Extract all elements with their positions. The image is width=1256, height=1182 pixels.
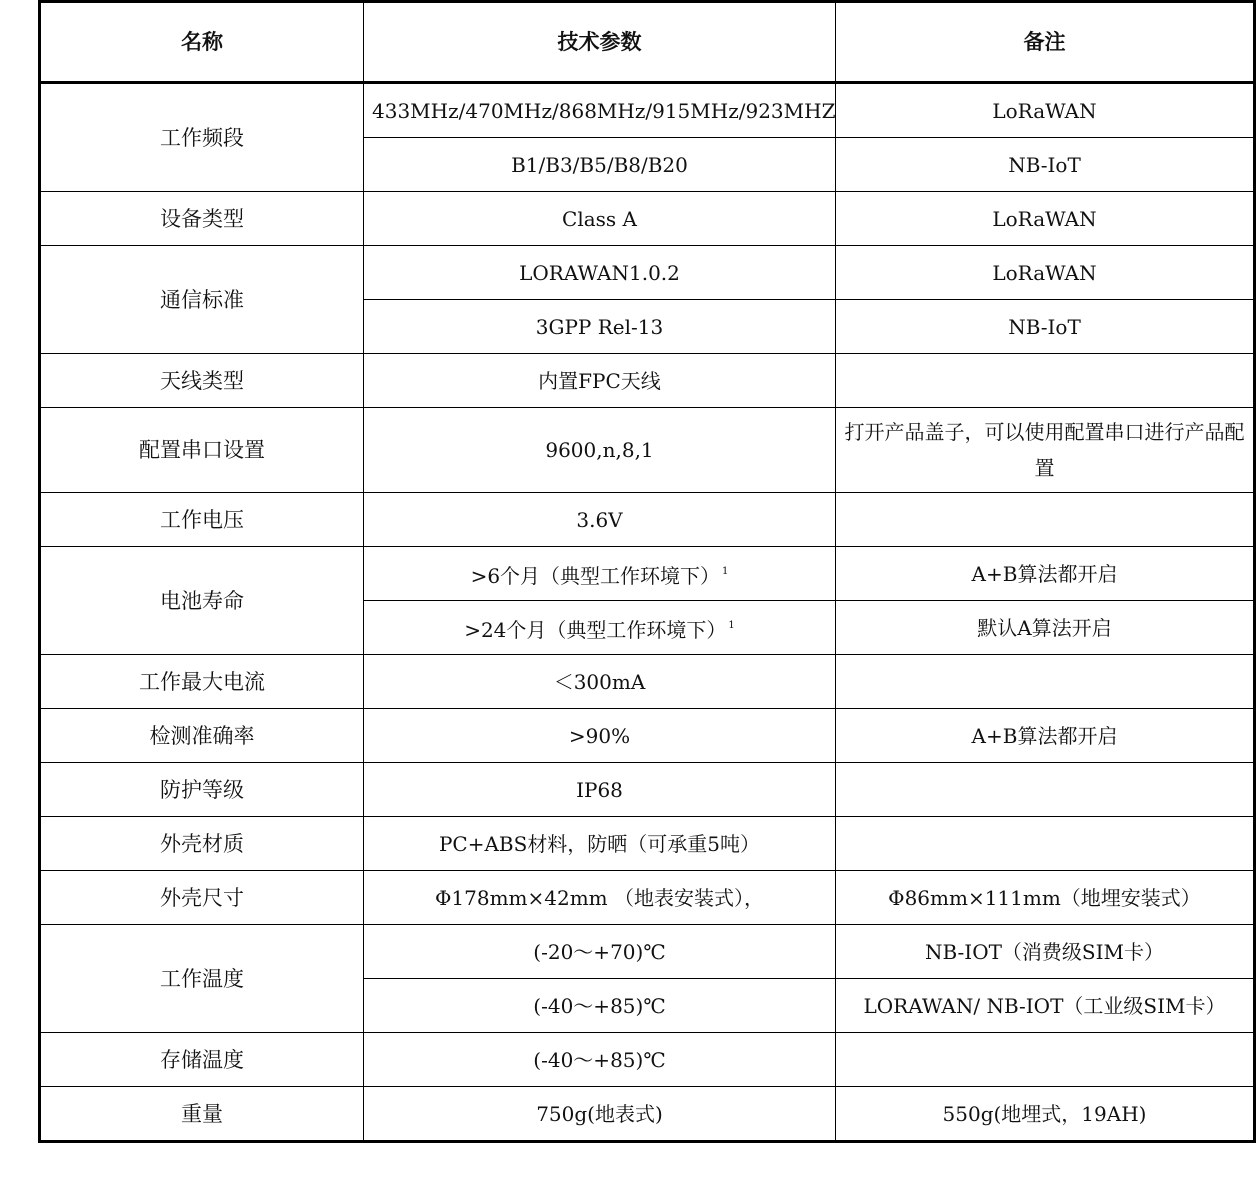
row-param: (-40～+85)℃ bbox=[364, 979, 836, 1033]
row-name: 存储温度 bbox=[40, 1033, 364, 1087]
row-param bbox=[364, 547, 836, 601]
row-name: 配置串口设置 bbox=[40, 408, 364, 493]
row-note: A+B算法都开启 bbox=[836, 709, 1255, 763]
row-param: >90% bbox=[364, 709, 836, 763]
row-note: A+B算法都开启 bbox=[836, 547, 1255, 601]
row-param: 内置FPC天线 bbox=[364, 354, 836, 408]
row-note: LORAWAN/ NB-IOT（工业级SIM卡） bbox=[836, 979, 1255, 1033]
table-row bbox=[40, 1033, 1255, 1087]
row-note: Φ86mm×111mm（地埋安装式） bbox=[836, 871, 1255, 925]
row-name: 检测准确率 bbox=[40, 709, 364, 763]
row-note bbox=[836, 493, 1255, 547]
table-row bbox=[40, 763, 1255, 817]
row-param: 3.6V bbox=[364, 493, 836, 547]
table-row bbox=[40, 709, 1255, 763]
footnote-mark: 1 bbox=[728, 619, 735, 631]
row-note: NB-IoT bbox=[836, 138, 1255, 192]
row-note: 550g(地埋式，19AH) bbox=[836, 1087, 1255, 1142]
row-name: 通信标准 bbox=[40, 246, 364, 354]
header-param: 技术参数 bbox=[364, 2, 836, 83]
row-note bbox=[836, 763, 1255, 817]
row-name: 工作频段 bbox=[40, 83, 364, 192]
row-note: LoRaWAN bbox=[836, 83, 1255, 138]
table-row bbox=[40, 493, 1255, 547]
header-row bbox=[40, 2, 1255, 83]
row-param: 750g(地表式) bbox=[364, 1087, 836, 1142]
header-note: 备注 bbox=[836, 2, 1255, 83]
row-param: 9600,n,8,1 bbox=[364, 408, 836, 493]
table-row bbox=[40, 83, 1255, 138]
table-row bbox=[40, 246, 1255, 300]
row-name: 重量 bbox=[40, 1087, 364, 1142]
table-row bbox=[40, 655, 1255, 709]
row-name: 天线类型 bbox=[40, 354, 364, 408]
table-row bbox=[40, 547, 1255, 601]
row-param bbox=[364, 601, 836, 655]
table-row bbox=[40, 408, 1255, 493]
row-param: (-20～+70)℃ bbox=[364, 925, 836, 979]
param-text: >6个月（典型工作环境下） bbox=[470, 563, 721, 588]
row-note bbox=[836, 655, 1255, 709]
row-param: 433MHz/470MHz/868MHz/915MHz/923MHZ bbox=[364, 83, 836, 138]
row-name: 外壳尺寸 bbox=[40, 871, 364, 925]
row-note: NB-IOT（消费级SIM卡） bbox=[836, 925, 1255, 979]
row-name: 防护等级 bbox=[40, 763, 364, 817]
row-name: 工作温度 bbox=[40, 925, 364, 1033]
row-note bbox=[836, 817, 1255, 871]
row-param: PC+ABS材料，防晒（可承重5吨） bbox=[364, 817, 836, 871]
row-param: 3GPP Rel-13 bbox=[364, 300, 836, 354]
row-note: LoRaWAN bbox=[836, 246, 1255, 300]
row-note: 默认A算法开启 bbox=[836, 601, 1255, 655]
table-row bbox=[40, 354, 1255, 408]
row-param: (-40～+85)℃ bbox=[364, 1033, 836, 1087]
row-name: 工作电压 bbox=[40, 493, 364, 547]
header-name: 名称 bbox=[40, 2, 364, 83]
row-param: IP68 bbox=[364, 763, 836, 817]
table-row bbox=[40, 925, 1255, 979]
row-note bbox=[836, 354, 1255, 408]
row-param: LORAWAN1.0.2 bbox=[364, 246, 836, 300]
row-param: B1/B3/B5/B8/B20 bbox=[364, 138, 836, 192]
row-note: NB-IoT bbox=[836, 300, 1255, 354]
table-row bbox=[40, 817, 1255, 871]
table-row bbox=[40, 192, 1255, 246]
row-param: Φ178mm×42mm （地表安装式）， bbox=[364, 871, 836, 925]
row-note: 打开产品盖子，可以使用配置串口进行产品配置 bbox=[836, 408, 1255, 493]
row-note: LoRaWAN bbox=[836, 192, 1255, 246]
row-name: 工作最大电流 bbox=[40, 655, 364, 709]
table-row bbox=[40, 1087, 1255, 1142]
param-text: >24个月（典型工作环境下） bbox=[464, 617, 727, 642]
row-param: Class A bbox=[364, 192, 836, 246]
row-param: ＜300mA bbox=[364, 655, 836, 709]
spec-table bbox=[38, 0, 1256, 1143]
row-name: 设备类型 bbox=[40, 192, 364, 246]
row-name: 电池寿命 bbox=[40, 547, 364, 655]
row-name: 外壳材质 bbox=[40, 817, 364, 871]
row-note bbox=[836, 1033, 1255, 1087]
table-row bbox=[40, 871, 1255, 925]
footnote-mark: 1 bbox=[722, 565, 729, 577]
